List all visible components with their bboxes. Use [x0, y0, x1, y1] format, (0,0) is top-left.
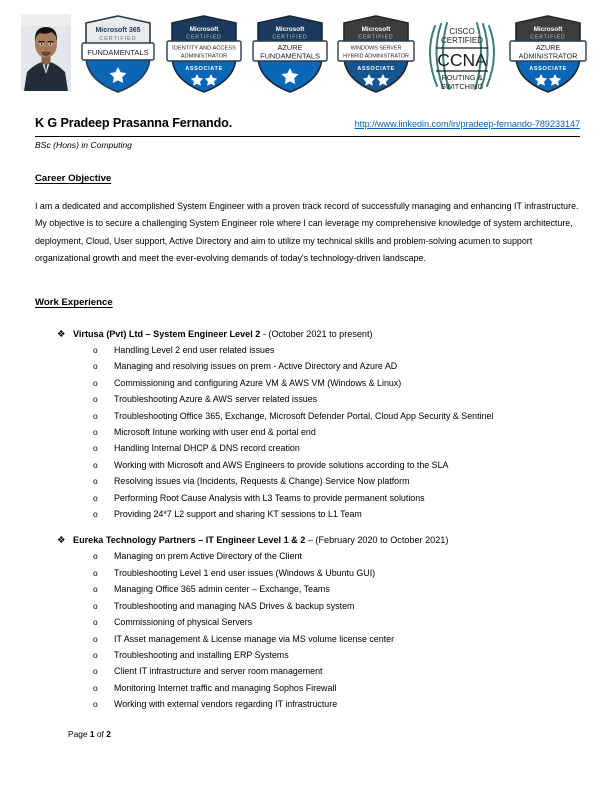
circle-bullet-icon: o	[93, 584, 98, 595]
list-item	[0, 342, 612, 358]
job-title: Eureka Technology Partners – IT Engineer Level 1 & 2	[73, 535, 306, 546]
circle-bullet-icon: o	[93, 394, 98, 405]
footer-of-word: of	[96, 729, 104, 739]
list-item	[0, 473, 612, 489]
svg-text:FUNDAMENTALS: FUNDAMENTALS	[260, 51, 320, 61]
svg-text:ASSOCIATE: ASSOCIATE	[529, 66, 567, 72]
circle-bullet-icon: o	[93, 377, 98, 388]
job-heading	[0, 326, 612, 342]
job-duty-text: Performing Root Cause Analysis with L3 Teams to provide permanent solutions	[114, 492, 425, 503]
list-item	[0, 548, 612, 564]
badge-cisco-ccna-routing-switching	[422, 10, 502, 98]
career-objective-text: I am a dedicated and accomplished System Engineer with a proven track record of successfully managing and enhancing IT infrastructure. My objective is to secure a challenging System Engineer role where I can leverage my comprehensive knowledge of system architecture, deployment, Cloud, User support, Active Directory and aim to utilize my technical skills and problem-solving acumen to support organizational growth and meet the ever-evolving demands of today's technology-driven landscape.	[35, 201, 579, 263]
svg-text:ROUTING &: ROUTING &	[441, 73, 483, 82]
diamond-bullet-icon: ❖	[57, 534, 66, 546]
list-item	[0, 457, 612, 473]
identity-row	[35, 116, 580, 130]
circle-bullet-icon: o	[93, 443, 98, 454]
page-footer	[68, 729, 111, 739]
badge-identity-and-access-administrator	[164, 10, 244, 98]
svg-text:CERTIFIED: CERTIFIED	[272, 34, 308, 41]
certification-badges	[78, 8, 598, 100]
diamond-bullet-icon: ❖	[57, 328, 66, 339]
list-item	[0, 581, 612, 597]
job-heading	[0, 532, 612, 548]
job-duty-text: Troubleshooting Office 365, Exchange, Microsoft Defender Portal, Cloud App Security & Sentinel	[114, 410, 494, 421]
circle-bullet-icon: o	[93, 509, 98, 520]
job-duty-text: Troubleshooting and installing ERP Systems	[114, 649, 289, 660]
degree-subtitle: BSc (Hons) in Computing	[35, 140, 132, 150]
job-duty-text: Managing on prem Active Directory of the Client	[114, 551, 302, 562]
badge-azure-fundamentals	[250, 10, 330, 98]
circle-bullet-icon: o	[93, 551, 98, 562]
work-experience-entry	[0, 532, 612, 712]
work-experience-list	[0, 326, 612, 723]
svg-text:CERTIFIED: CERTIFIED	[530, 34, 566, 41]
job-period: – (February 2020 to October 2021)	[305, 535, 449, 546]
job-duty-text: Troubleshooting Level 1 end user issues (Windows & Ubuntu GUI)	[114, 567, 376, 578]
job-duty-text: Commissioning of physical Servers	[114, 617, 253, 628]
svg-text:Microsoft: Microsoft	[361, 26, 391, 33]
circle-bullet-icon: o	[93, 682, 98, 693]
svg-text:CISCO: CISCO	[449, 27, 475, 36]
job-duty-text: Monitoring Internet traffic and managing Sophos Firewall	[114, 682, 337, 693]
svg-text:Microsoft 365: Microsoft 365	[95, 27, 141, 34]
svg-text:ASSOCIATE: ASSOCIATE	[357, 66, 395, 72]
svg-text:Microsoft: Microsoft	[533, 26, 563, 33]
circle-bullet-icon: o	[93, 600, 98, 611]
list-item	[0, 375, 612, 391]
job-duty-text: Troubleshooting Azure & AWS server related issues	[114, 394, 318, 405]
circle-bullet-icon: o	[93, 345, 98, 355]
svg-text:Microsoft: Microsoft	[189, 26, 219, 33]
svg-text:CERTIFIED: CERTIFIED	[358, 34, 394, 41]
circle-bullet-icon: o	[93, 617, 98, 628]
svg-text:WINDOWS SERVER: WINDOWS SERVER	[350, 45, 402, 52]
circle-bullet-icon: o	[93, 476, 98, 487]
svg-text:FUNDAMENTALS: FUNDAMENTALS	[87, 48, 149, 57]
job-duty-text: Managing and resolving issues on prem - Active Directory and Azure AD	[114, 361, 398, 372]
job-duty-text: Client IT infrastructure and server room management	[114, 666, 323, 677]
circle-bullet-icon: o	[93, 492, 98, 503]
circle-bullet-icon: o	[93, 361, 98, 372]
list-item	[0, 663, 612, 679]
list-item	[0, 565, 612, 581]
svg-text:CERTIFIED: CERTIFIED	[186, 34, 222, 41]
job-duty-text: Troubleshooting and managing NAS Drives & backup system	[114, 600, 355, 611]
circle-bullet-icon: o	[93, 567, 98, 578]
list-item	[0, 506, 612, 522]
svg-text:HYBRID ADMINISTRATOR: HYBRID ADMINISTRATOR	[343, 53, 409, 60]
circle-bullet-icon: o	[93, 427, 98, 438]
badge-azure-administrator	[508, 10, 588, 98]
header-banner	[0, 0, 612, 108]
job-duty-text: Resolving issues via (Incidents, Requests & Change) Service Now platform	[114, 476, 410, 487]
job-duty-text: IT Asset management & License manage via MS volume license center	[114, 633, 395, 644]
badge-ms365-fundamentals	[78, 10, 158, 98]
job-duty-list	[0, 342, 612, 522]
list-item	[0, 680, 612, 696]
list-item	[0, 631, 612, 647]
list-item	[0, 614, 612, 630]
footer-page-word: Page	[68, 729, 88, 739]
circle-bullet-icon: o	[93, 410, 98, 421]
avatar	[21, 14, 71, 91]
job-duty-text: Handling Level 2 end user related issues	[114, 345, 275, 355]
header-divider	[35, 136, 580, 137]
circle-bullet-icon: o	[93, 699, 98, 710]
badge-windows-server-hybrid-administrator	[336, 10, 416, 98]
section-heading-work-experience: Work Experience	[35, 297, 113, 308]
job-duty-text: Providing 24*7 L2 support and sharing KT sessions to L1 Team	[114, 509, 362, 520]
svg-text:Microsoft: Microsoft	[275, 26, 305, 33]
list-item	[0, 440, 612, 456]
linkedin-profile-link[interactable]: http://www.linkedin.com/in/pradeep-fernando-789233147	[354, 119, 580, 129]
list-item	[0, 696, 612, 712]
job-title: Virtusa (Pvt) Ltd – System Engineer Level 2	[73, 329, 261, 339]
job-duty-text: Working with Microsoft and AWS Engineers to provide solutions according to the SLA	[114, 459, 449, 470]
list-item	[0, 647, 612, 663]
list-item	[0, 490, 612, 506]
circle-bullet-icon: o	[93, 633, 98, 644]
svg-text:CCNA: CCNA	[437, 50, 487, 70]
svg-text:AZURE: AZURE	[277, 43, 303, 52]
circle-bullet-icon: o	[93, 666, 98, 677]
job-duty-text: Commissioning and configuring Azure VM & AWS VM (Windows & Linux)	[114, 377, 402, 388]
list-item	[0, 408, 612, 424]
svg-text:ASSOCIATE: ASSOCIATE	[185, 66, 223, 72]
job-duty-list	[0, 548, 612, 712]
list-item	[0, 424, 612, 440]
circle-bullet-icon: o	[93, 459, 98, 470]
svg-text:SWITCHING: SWITCHING	[440, 82, 484, 91]
job-duty-text: Microsoft Intune working with user end & portal end	[114, 427, 316, 438]
list-item	[0, 358, 612, 374]
job-duty-text: Handling Internal DHCP & DNS record creation	[114, 443, 300, 454]
page-title: K G Pradeep Prasanna Fernando.	[35, 116, 233, 130]
list-item	[0, 598, 612, 614]
job-duty-text: Managing Office 365 admin center – Exchange, Teams	[114, 584, 330, 595]
job-duty-text: Working with external vendors regarding IT infrastructure	[114, 699, 338, 710]
list-item	[0, 391, 612, 407]
svg-text:ADMINISTRATOR: ADMINISTRATOR	[518, 51, 578, 61]
svg-text:CERTIFIED: CERTIFIED	[440, 36, 484, 45]
footer-page-total: 2	[106, 729, 111, 739]
svg-text:ADMINISTRATOR: ADMINISTRATOR	[180, 53, 228, 60]
job-period: - (October 2021 to present)	[260, 329, 373, 339]
svg-text:CERTIFIED: CERTIFIED	[99, 36, 137, 42]
section-heading-career-objective: Career Objective	[35, 173, 112, 184]
work-experience-entry	[0, 326, 612, 522]
footer-page-current: 1	[89, 729, 95, 739]
circle-bullet-icon: o	[93, 649, 98, 660]
svg-text:IDENTITY AND ACCESS: IDENTITY AND ACCESS	[172, 45, 236, 52]
svg-text:AZURE: AZURE	[535, 43, 561, 52]
